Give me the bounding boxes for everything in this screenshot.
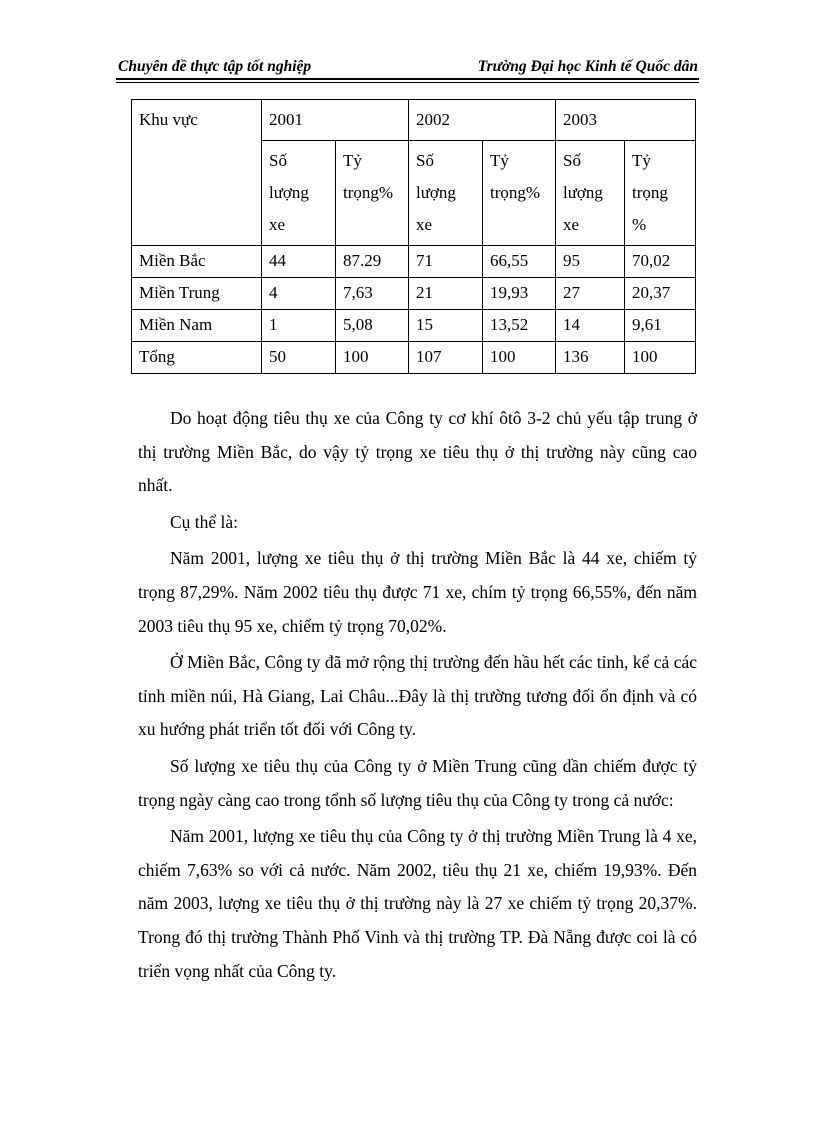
subheader-share: Tỷ trọng%	[336, 141, 409, 246]
table-cell: 136	[556, 342, 625, 374]
table-cell: 87.29	[336, 246, 409, 278]
paragraph: Do hoạt động tiêu thụ xe của Công ty cơ khí ôtô 3-2 chủ yếu tập trung ở thị trường Miền Bắc, do vậy tỷ trọng xe tiêu thụ ở thị trường này cũng cao nhất.	[138, 408, 697, 496]
region-cell: Miền Bắc	[132, 246, 262, 278]
year-header-2001: 2001	[262, 100, 409, 141]
table-cell: 100	[483, 342, 556, 374]
subheader-count: Số lượng xe	[556, 141, 625, 246]
table-cell: 4	[262, 278, 336, 310]
table-year-row	[132, 100, 696, 141]
table-cell: 15	[409, 310, 483, 342]
region-cell: Miền Trung	[132, 278, 262, 310]
table-cell: 7,63	[336, 278, 409, 310]
table-cell: 70,02	[625, 246, 696, 278]
header-rule-thin	[116, 82, 699, 83]
table-cell: 14	[556, 310, 625, 342]
table-row	[132, 310, 696, 342]
subheader-count: Số lượng xe	[409, 141, 483, 246]
paragraph: Cụ thể là:	[170, 511, 239, 532]
table-cell: 20,37	[625, 278, 696, 310]
table-cell: 9,61	[625, 310, 696, 342]
table-row	[132, 246, 696, 278]
sales-by-region-table	[131, 99, 696, 374]
header-left-title: Chuyên đề thực tập tốt nghiệp	[118, 58, 312, 75]
paragraph: Năm 2001, lượng xe tiêu thụ ở thị trường Miền Bắc là 44 xe, chiếm tỷ trọng 87,29%. Năm 2002 tiêu thụ được 71 xe, chím tỷ trọng 66,55%, đến năm 2003 tiêu thụ 95 xe, chiếm tỷ trọng 70,02%.	[138, 548, 697, 636]
table-cell: 5,08	[336, 310, 409, 342]
header-rule	[116, 78, 699, 80]
body-text	[138, 402, 697, 991]
page-header	[118, 50, 698, 76]
table-cell: 27	[556, 278, 625, 310]
table-cell: 100	[625, 342, 696, 374]
table-cell: 1	[262, 310, 336, 342]
paragraph: Ở Miền Bắc, Công ty đã mở rộng thị trường đến hầu hết các tỉnh, kể cả các tỉnh miền núi, Hà Giang, Lai Châu...Đây là thị trường tương đối ổn định và có xu hướng phát triển tốt đối với Công ty.	[138, 652, 697, 740]
table-cell: 13,52	[483, 310, 556, 342]
table-cell: 107	[409, 342, 483, 374]
table-cell: 100	[336, 342, 409, 374]
subheader-share: Tỷ trọng %	[625, 141, 696, 246]
table-cell: 71	[409, 246, 483, 278]
year-header-2002: 2002	[409, 100, 556, 141]
region-cell: Miền Nam	[132, 310, 262, 342]
table-cell: 95	[556, 246, 625, 278]
paragraph: Năm 2001, lượng xe tiêu thụ của Công ty ở thị trường Miền Trung là 4 xe, chiếm 7,63% so với cả nước. Năm 2002, tiêu thụ 21 xe, chiếm 19,93%. Đến năm 2003, lượng xe tiêu thụ ở thị trường này là 27 xe chiếm tỷ trọng 20,37%. Trong đó thị trường Thành Phố Vinh và thị trường TP. Đà Nẵng được coi là có triển vọng nhất của Công ty.	[138, 826, 697, 981]
header-right-title: Trường Đại học Kinh tế Quốc dân	[477, 58, 698, 75]
subheader-share: Tỷ trọng%	[483, 141, 556, 246]
region-cell: Tổng	[132, 342, 262, 374]
region-header-cell: Khu vực	[132, 100, 262, 246]
table-row	[132, 278, 696, 310]
table-total-row	[132, 342, 696, 374]
table-cell: 44	[262, 246, 336, 278]
subheader-count: Số lượng xe	[262, 141, 336, 246]
paragraph: Số lượng xe tiêu thụ của Công ty ở Miền Trung cũng dần chiếm được tỷ trọng ngày càng cao trong tổnh số lượng tiêu thụ của Công ty trong cả nước:	[138, 755, 697, 810]
table-cell: 21	[409, 278, 483, 310]
table-cell: 66,55	[483, 246, 556, 278]
year-header-2003: 2003	[556, 100, 696, 141]
table-cell: 19,93	[483, 278, 556, 310]
table-cell: 50	[262, 342, 336, 374]
